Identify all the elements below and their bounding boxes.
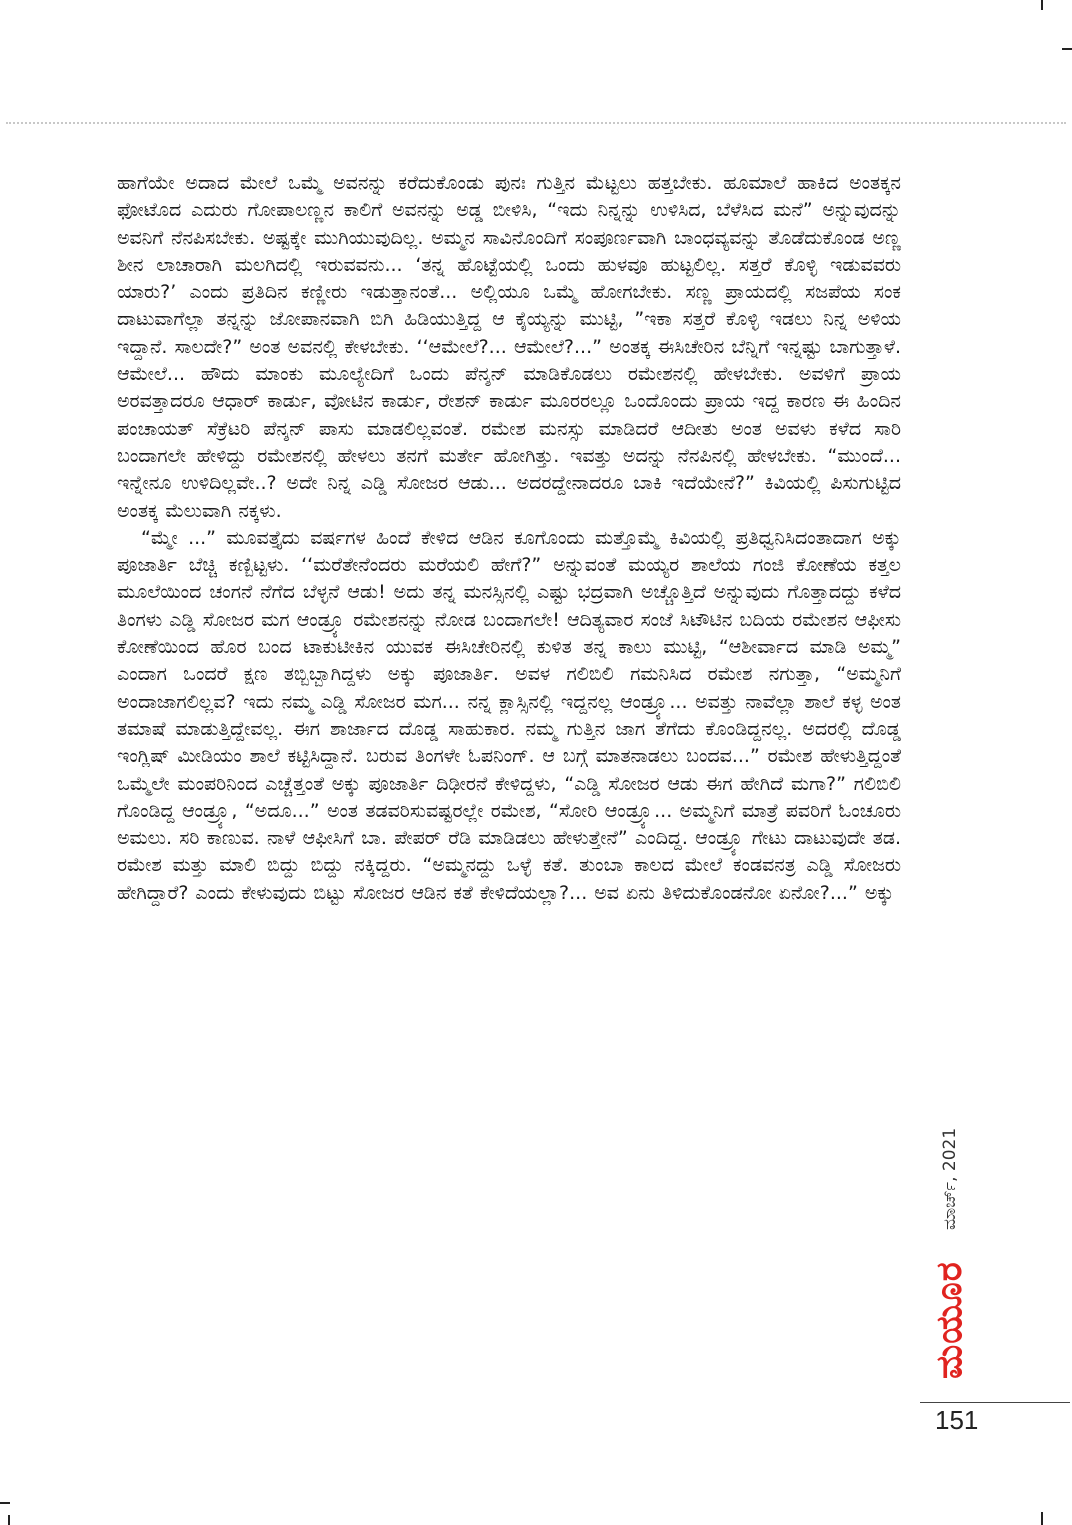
crop-mark-left-bottom <box>0 1502 10 1504</box>
side-label <box>930 1060 970 1405</box>
footer-rule <box>920 1402 1070 1403</box>
article-paragraph-2: “ಮ್ಮೇ ...” ಮೂವತ್ತೈದು ವರ್ಷಗಳ ಹಿಂದೆ ಕೇಳಿದ ಆಡಿನ ಕೂಗೊಂದು ಮತ್ತೊಮ್ಮೆ ಕಿವಿಯಲ್ಲಿ ಪ್ರತಿಧ್ವನಿಸಿದಂತಾದಾಗ ಅಕ್ಕು ಪೂಜಾರ್ತಿ ಬೆಚ್ಚಿ ಕಣ್ಬಿಟ್ಟಳು. ‘‘ಮರೆತೇನೆಂದರು ಮರೆಯಲಿ ಹೇಗೆ?” ಅನ್ನುವಂತೆ ಮಯ್ಯರ ಶಾಲೆಯ ಗಂಜಿ ಕೋಣೆಯ ಕತ್ತಲ ಮೂಲೆಯಿಂದ ಚಂಗನೆ ನೆಗೆದ ಬೆಳ್ಳನೆ ಆಡು! ಅದು ತನ್ನ ಮನಸ್ಸಿನಲ್ಲಿ ಎಷ್ಟು ಭದ್ರವಾಗಿ ಅಚ್ಚೊತ್ತಿದೆ ಅನ್ನುವುದು ಗೊತ್ತಾದದ್ದು ಕಳೆದ ತಿಂಗಳು ಎಡ್ಡಿ ಸೋಜರ ಮಗ ಆಂಡ್ರ್ಯೂ ರಮೇಶನನ್ನು ನೋಡ ಬಂದಾಗಲೇ! ಆದಿತ್ಯವಾರ ಸಂಜೆ ಸಿಟೌಟಿನ ಬದಿಯ ರಮೇಶನ ಆಫೀಸು ಕೋಣೆಯಿಂದ ಹೊರ ಬಂದ ಟಾಕುಟೀಕಿನ ಯುವಕ ಈಸಿಚೇರಿನಲ್ಲಿ ಕುಳಿತ ತನ್ನ ಕಾಲು ಮುಟ್ಟಿ, “ಆಶೀರ್ವಾದ ಮಾಡಿ ಅಮ್ಮ” ಎಂದಾಗ ಒಂದರೆ ಕ್ಷಣ ತಬ್ಬಿಬ್ಬಾಗಿದ್ದಳು ಅಕ್ಕು ಪೂಜಾರ್ತಿ. ಅವಳ ಗಲಿಬಿಲಿ ಗಮನಿಸಿದ ರಮೇಶ ನಗುತ್ತಾ, “ಅಮ್ಮನಿಗೆ ಅಂದಾಜಾಗಲಿಲ್ಲವ? ಇದು ನಮ್ಮ ಎಡ್ಡಿ ಸೋಜರ ಮಗ... ನನ್ನ ಕ್ಲಾಸ್ಸಿನಲ್ಲಿ ಇದ್ದನಲ್ಲ ಆಂಡ್ರ್ಯೂ... ಅವತ್ತು ನಾವೆಲ್ಲಾ ಶಾಲೆ ಕಳ್ಳ ಅಂತ ತಮಾಷೆ ಮಾಡುತ್ತಿದ್ದೇವಲ್ಲ. ಈಗ ಶಾರ್ಜಾದ ದೊಡ್ಡ ಸಾಹುಕಾರ. ನಮ್ಮ ಗುತ್ತಿನ ಜಾಗ ತೆಗೆದು ಕೊಂಡಿದ್ದನಲ್ಲ. ಅದರಲ್ಲಿ ದೊಡ್ಡ ಇಂಗ್ಲಿಷ್ ಮೀಡಿಯಂ ಶಾಲೆ ಕಟ್ಟಿಸಿದ್ದಾನೆ. ಬರುವ ತಿಂಗಳೇ ಓಪನಿಂಗ್. ಆ ಬಗ್ಗೆ ಮಾತನಾಡಲು ಬಂದವ...” ರಮೇಶ ಹೇಳುತ್ತಿದ್ದಂತೆ ಒಮ್ಮೆಲೇ ಮಂಪರಿನಿಂದ ಎಚ್ಚೆತ್ತಂತೆ ಅಕ್ಕು ಪೂಜಾರ್ತಿ ದಿಢೀರನೆ ಕೇಳಿದ್ದಳು, “ಎಡ್ಡಿ ಸೋಜರ ಆಡು ಈಗ ಹೇಗಿದೆ ಮಗಾ?” ಗಲಿಬಿಲಿ ಗೊಂಡಿದ್ದ ಆಂಡ್ರ್ಯೂ, “ಅದೂ...” ಅಂತ ತಡವರಿಸುವಷ್ಟರಲ್ಲೇ ರಮೇಶ, “ಸೋರಿ ಆಂಡ್ರ್ಯೂ... ಅಮ್ಮನಿಗೆ ಮಾತ್ರೆ ಪವರಿಗೆ ಓಂಚೂರು ಅಮಲು. ಸರಿ ಕಾಣುವ. ನಾಳೆ ಆಫೀಸಿಗೆ ಬಾ. ಪೇಪರ್ ರೆಡಿ ಮಾಡಿಡಲು ಹೇಳುತ್ತೇನೆ” ಎಂದಿದ್ದ. ಆಂಡ್ರ್ಯೂ ಗೇಟು ದಾಟುವುದೇ ತಡ. ರಮೇಶ ಮತ್ತು ಮಾಲಿ ಬಿದ್ದು ಬಿದ್ದು ನಕ್ಕಿದ್ದರು. “ಅಮ್ಮನದ್ದು ಒಳ್ಳೆ ಕತೆ. ತುಂಬಾ ಕಾಲದ ಮೇಲೆ ಕಂಡವನತ್ರ ಎಡ್ಡಿ ಸೋಜರು ಹೇಗಿದ್ದಾರೆ? ಎಂದು ಕೇಳುವುದು ಬಿಟ್ಟು ಸೋಜರ ಆಡಿನ ಕತೆ ಕೇಳಿದೆಯಲ್ಲಾ?... ಅವ ಏನು ತಿಳಿದುಕೊಂಡನೋ ಏನೋ?...” ಅಕ್ಕು <box>117 526 901 904</box>
magazine-logo: ಮಯೂರ <box>929 1261 970 1379</box>
header-dotted-rule <box>6 122 1066 124</box>
crop-mark-bottom <box>1041 1512 1043 1525</box>
crop-mark-right <box>1062 48 1072 50</box>
issue-date: ಮಾರ್ಚ್, 2021 <box>940 1127 960 1230</box>
page-number: 151 <box>935 1405 979 1435</box>
crop-mark-bottom-left <box>8 1515 10 1525</box>
article-paragraph-1: ಹಾಗೆಯೇ ಅದಾದ ಮೇಲೆ ಒಮ್ಮೆ ಅವನನ್ನು ಕರೆದುಕೊಂಡು ಪುನಃ ಗುತ್ತಿನ ಮೆಟ್ಟಲು ಹತ್ತಬೇಕು. ಹೂಮಾಲೆ ಹಾಕಿದ ಅಂತಕ್ಕನ ಫೋಟೊದ ಎದುರು ಗೋಪಾಲಣ್ಣನ ಕಾಲಿಗೆ ಅವನನ್ನು ಅಡ್ಡ ಬೀಳಿಸಿ, “ಇದು ನಿನ್ನನ್ನು ಉಳಿಸಿದ, ಬೆಳೆಸಿದ ಮನೆ” ಅನ್ನುವುದನ್ನು ಅವನಿಗೆ ನೆನಪಿಸಬೇಕು. ಅಷ್ಟಕ್ಕೇ ಮುಗಿಯುವುದಿಲ್ಲ. ಅಮ್ಮನ ಸಾವಿನೊಂದಿಗೆ ಸಂಪೂರ್ಣವಾಗಿ ಬಾಂಧವ್ಯವನ್ನು ತೊಡೆದುಕೊಂಡ ಅಣ್ಣ ಶೀನ ಲಾಚಾರಾಗಿ ಮಲಗಿದಲ್ಲಿ ಇರುವವನು... ‘ತನ್ನ ಹೊಟ್ಟೆಯಲ್ಲಿ ಒಂದು ಹುಳವೂ ಹುಟ್ಟಲಿಲ್ಲ. ಸತ್ತರೆ ಕೊಳ್ಳಿ ಇಡುವವರು ಯಾರು?’ ಎಂದು ಪ್ರತಿದಿನ ಕಣ್ಣೀರು ಇಡುತ್ತಾನಂತೆ... ಅಲ್ಲಿಯೂ ಒಮ್ಮೆ ಹೋಗಬೇಕು. ಸಣ್ಣ ಪ್ರಾಯದಲ್ಲಿ ಸಜಪೆಯ ಸಂಕ ದಾಟುವಾಗೆಲ್ಲಾ ತನ್ನನ್ನು ಜೋಪಾನವಾಗಿ ಬಿಗಿ ಹಿಡಿಯುತ್ತಿದ್ದ ಆ ಕೈಯ್ಯನ್ನು ಮುಟ್ಟಿ, ”ಇಕಾ ಸತ್ತರೆ ಕೊಳ್ಳಿ ಇಡಲು ನಿನ್ನ ಅಳಿಯ ಇದ್ದಾನೆ. ಸಾಲದೇ?” ಅಂತ ಅವನಲ್ಲಿ ಕೇಳಬೇಕು. ‘‘ಆಮೇಲೆ?... ಆಮೇಲೆ?...” ಅಂತಕ್ಕ ಈಸಿಚೇರಿನ ಬೆನ್ನಿಗೆ ಇನ್ನಷ್ಟು ಬಾಗುತ್ತಾಳೆ. ಆಮೇಲೆ... ಹೌದು ಮಾಂಕು ಮೂಲ್ಯೇದಿಗೆ ಒಂದು ಪೆನ್ಶನ್ ಮಾಡಿಕೊಡಲು ರಮೇಶನಲ್ಲಿ ಹೇಳಬೇಕು. ಅವಳಿಗೆ ಪ್ರಾಯ ಅರವತ್ತಾದರೂ ಆಧಾರ್ ಕಾರ್ಡು, ವೋಟಿನ ಕಾರ್ಡು, ರೇಶನ್ ಕಾರ್ಡು ಮೂರರಲ್ಲೂ ಒಂದೊಂದು ಪ್ರಾಯ ಇದ್ದ ಕಾರಣ ಈ ಹಿಂದಿನ ಪಂಚಾಯತ್ ಸೆಕ್ರೆಟರಿ ಪೆನ್ಶನ್ ಪಾಸು ಮಾಡಲಿಲ್ಲವಂತೆ. ರಮೇಶ ಮನಸ್ಸು ಮಾಡಿದರೆ ಆದೀತು ಅಂತ ಅವಳು ಕಳೆದ ಸಾರಿ ಬಂದಾಗಲೇ ಹೇಳಿದ್ದು ರಮೇಶನಲ್ಲಿ ಹೇಳಲು ತನಗೆ ಮರ್ತೇ ಹೋಗಿತ್ತು. ಇವತ್ತು ಅದನ್ನು ನೆನಪಿನಲ್ಲಿ ಹೇಳಬೇಕು. “ಮುಂದೆ... ಇನ್ನೇನೂ ಉಳಿದಿಲ್ಲವೇ..? ಅದೇ ನಿನ್ನ ಎಡ್ಡಿ ಸೋಜರ ಆಡು... ಅದರದ್ದೇನಾದರೂ ಬಾಕಿ ಇದೆಯೇನೆ?” ಕಿವಿಯಲ್ಲಿ ಪಿಸುಗುಟ್ಟಿದ ಅಂತಕ್ಕ ಮೆಲುವಾಗಿ ನಕ್ಕಳು. <box>117 172 901 522</box>
crop-mark-top <box>1041 0 1043 10</box>
article-body <box>117 170 901 1400</box>
